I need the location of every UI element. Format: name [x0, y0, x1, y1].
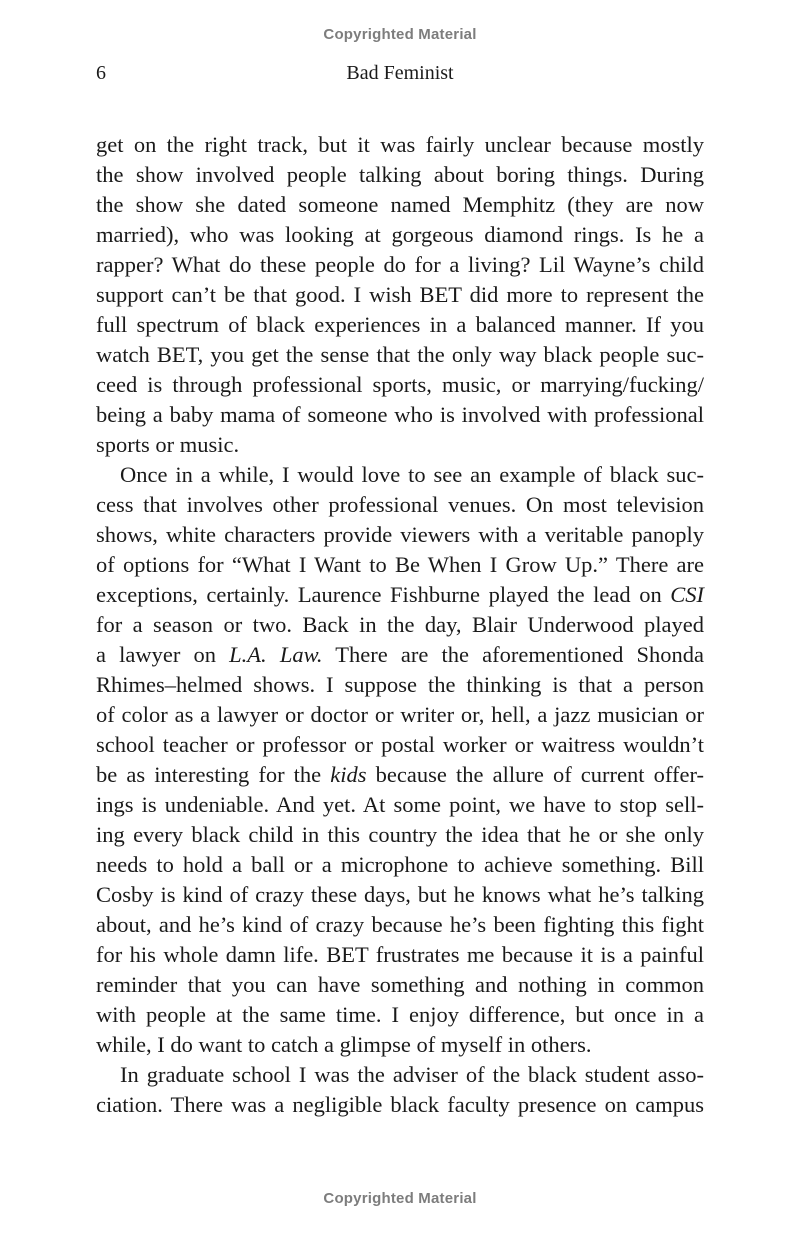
- copyright-watermark-bottom: Copyrighted Material: [323, 1190, 477, 1207]
- text-segment: get on the right track, but it was fairly unclear because mostly: [96, 132, 704, 157]
- paragraph: [96, 1060, 704, 1120]
- text-segment: full spectrum of black experiences in a balanced manner. If you: [96, 312, 704, 337]
- text-line: [96, 1060, 704, 1090]
- text-segment: for a season or two. Back in the day, Blair Underwood played: [96, 612, 704, 637]
- text-line: [96, 700, 704, 730]
- text-line: [96, 340, 704, 370]
- body-text: [96, 130, 704, 1120]
- text-segment: ceed is through professional sports, music, or marrying/fucking/: [96, 372, 704, 397]
- text-segment: being a baby mama of someone who is involved with professional: [96, 402, 704, 427]
- text-segment: the show she dated someone named Memphitz (they are now: [96, 192, 704, 217]
- text-line: [96, 1000, 704, 1030]
- text-line: [96, 550, 704, 580]
- text-line: [96, 280, 704, 310]
- text-segment: school teacher or professor or postal worker or waitress wouldn’t: [96, 732, 704, 757]
- italic-text: CSI: [670, 582, 704, 607]
- text-segment: reminder that you can have something and nothing in common: [96, 972, 704, 997]
- text-line: [96, 400, 704, 430]
- text-line: [96, 850, 704, 880]
- text-segment: the show involved people talking about boring things. During: [96, 162, 704, 187]
- text-segment: cess that involves other professional venues. On most television: [96, 492, 704, 517]
- text-line: [96, 970, 704, 1000]
- text-line: [96, 160, 704, 190]
- text-segment: support can’t be that good. I wish BET did more to represent the: [96, 282, 704, 307]
- text-segment: ciation. There was a negligible black faculty presence on campus: [96, 1092, 704, 1117]
- text-segment: a lawyer on: [96, 642, 230, 667]
- text-line: [96, 880, 704, 910]
- text-line: [96, 130, 704, 160]
- text-segment: married), who was looking at gorgeous diamond rings. Is he a: [96, 222, 704, 247]
- text-segment: needs to hold a ball or a microphone to achieve something. Bill: [96, 852, 704, 877]
- text-line: [96, 430, 704, 460]
- text-segment: Cosby is kind of crazy these days, but he knows what he’s talking: [96, 882, 704, 907]
- italic-text: kids: [330, 762, 367, 787]
- text-segment: exceptions, certainly. Laurence Fishburne played the lead on: [96, 582, 671, 607]
- text-line: [96, 520, 704, 550]
- text-segment: of color as a lawyer or doctor or writer or, hell, a jazz musician or: [96, 702, 704, 727]
- text-segment: ing every black child in this country the idea that he or she only: [96, 822, 704, 847]
- text-line: [96, 370, 704, 400]
- text-line: [96, 670, 704, 700]
- text-line: [96, 190, 704, 220]
- text-line: [96, 730, 704, 760]
- text-line: [96, 220, 704, 250]
- italic-text: L.A. Law.: [229, 642, 323, 667]
- page-number: 6: [96, 62, 106, 84]
- text-line: [96, 250, 704, 280]
- text-line: [96, 460, 704, 490]
- text-line: [96, 820, 704, 850]
- text-segment: rapper? What do these people do for a living? Lil Wayne’s child: [96, 252, 704, 277]
- copyright-watermark-top: Copyrighted Material: [323, 26, 477, 43]
- text-segment: while, I do want to catch a glimpse of myself in others.: [96, 1032, 592, 1057]
- text-line: [96, 790, 704, 820]
- text-segment: Once in a while, I would love to see an example of black suc-: [120, 462, 704, 487]
- text-segment: sports or music.: [96, 432, 240, 457]
- text-segment: for his whole damn life. BET frustrates me because it is a painful: [96, 942, 704, 967]
- book-title: Bad Feminist: [346, 62, 454, 84]
- text-segment: Rhimes–helmed shows. I suppose the thinking is that a person: [96, 672, 704, 697]
- text-segment: There are the aforementioned Shonda: [322, 642, 704, 667]
- text-line: [96, 310, 704, 340]
- text-segment: In graduate school I was the adviser of the black student asso-: [120, 1062, 704, 1087]
- text-segment: ings is undeniable. And yet. At some point, we have to stop sell-: [96, 792, 704, 817]
- text-line: [96, 640, 704, 670]
- text-segment: shows, white characters provide viewers with a veritable panoply: [96, 522, 704, 547]
- text-line: [96, 760, 704, 790]
- text-segment: about, and he’s kind of crazy because he’s been fighting this fight: [96, 912, 704, 937]
- text-segment: of options for “What I Want to Be When I Grow Up.” There are: [96, 552, 704, 577]
- text-line: [96, 580, 704, 610]
- text-line: [96, 910, 704, 940]
- text-line: [96, 610, 704, 640]
- text-line: [96, 490, 704, 520]
- text-segment: watch BET, you get the sense that the only way black people suc-: [96, 342, 704, 367]
- text-segment: be as interesting for the: [96, 762, 331, 787]
- paragraph: [96, 460, 704, 1060]
- text-segment: with people at the same time. I enjoy difference, but once in a: [96, 1002, 704, 1027]
- text-line: [96, 1090, 704, 1120]
- text-line: [96, 940, 704, 970]
- paragraph: [96, 130, 704, 460]
- running-head: [96, 62, 704, 90]
- text-segment: because the allure of current offer-: [366, 762, 704, 787]
- text-line: [96, 1030, 704, 1060]
